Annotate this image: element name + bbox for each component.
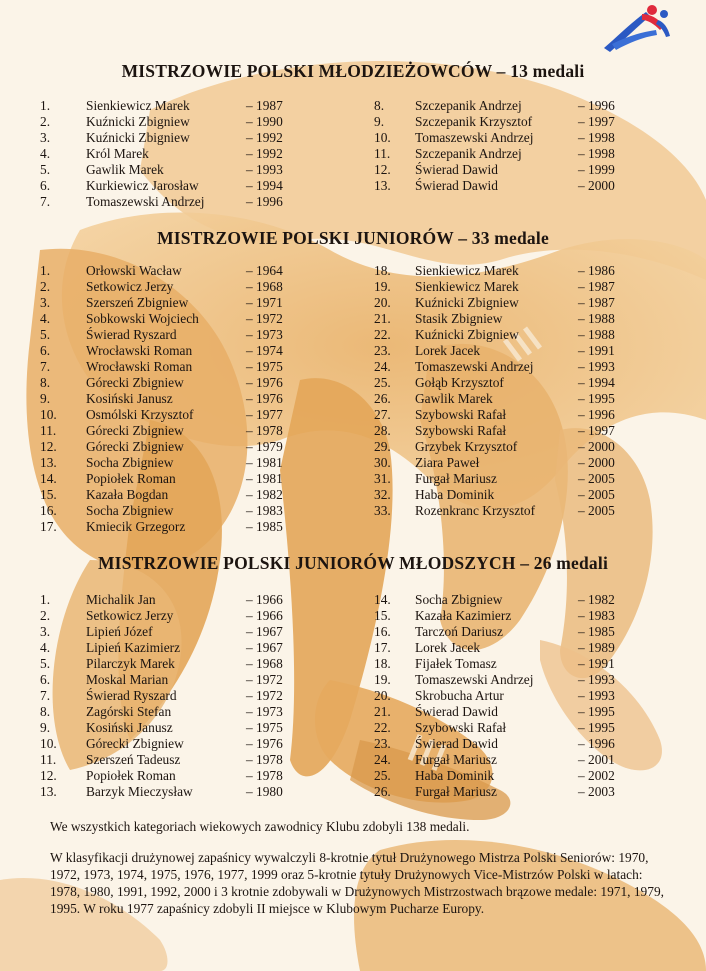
wrestlers-logo-icon bbox=[602, 0, 672, 52]
summary-text: We wszystkich kategoriach wiekowych zawodnicy Klubu zdobyli 138 medali. bbox=[50, 819, 470, 834]
section-title-juniorzy-mlodsi: MISTRZOWIE POLSKI JUNIORÓW MŁODSZYCH – 26 medali bbox=[97, 553, 609, 573]
section-title-juniorzy: MISTRZOWIE POLSKI JUNIORÓW – 33 medale bbox=[157, 228, 549, 248]
section-title-mlodziezowcy: MISTRZOWIE POLSKI MŁODZIEŻOWCÓW – 13 medali bbox=[121, 61, 585, 81]
team-results-paragraph: W klasyfikacji drużynowej zapaśnicy wywalczyli 8-krotnie tytuł Drużynowego Mistrza Polski Seniorów: 1970, 1972, 1973, 1974, 1975, 1976, 1977, 1999 oraz 5-krotnie tytuły Drużynowych Vice-Mistrzów Polski w latach: 1978, 1980, 1991, 1992, 2000 i 3 krotnie zdobywali w Drużynowych Mistrzostwach brązowe medale: 1971, 1979, 1995. W roku 1977 zapaśnicy zdobyli II miejsce w Klubowym Pucharze Europy. bbox=[50, 850, 664, 916]
medal-list-document: MISTRZOWIE POLSKI MŁODZIEŻOWCÓW – 13 medali 1. Sienkiewicz Marek – 1987 2. Kuźnicki Zbigniew – 1990 3. Kuźnicki Zbigniew – 1992 4. Król Marek – 1992 5. Gawlik Marek – 1993 6. Kurkiewicz Jarosław – 1994 7. Tomaszewski Andrzej – 1996 8. Szczepanik Andrzej – 1996 9. Szczepanik Krzysztof – 1997 10. Tomaszewski Andrzej – 1998 11. Szczepanik Andrzej – 1998 12. Świerad Dawid – 1999 13. Świerad Dawid – 2000 MISTRZOWIE POLSKI JUNIORÓW – 33 medale 1. Orłowski Wacław – 1964 2. Setkowicz Jerzy – 1968 3. Szerszeń Zbigniew – 1971 4. Sobkowski Wojciech – 1972 5. Świerad Ryszard – 1973 6. Wrocławski Roman – 1974 7. Wrocławski Roman – 1975 8. Górecki Zbigniew – 1976 9. Kosiński Janusz – 1976 10. Osmólski Krzysztof – 1977 11. Górecki Zbigniew – 1978 12. Górecki Zbigniew – 1979 13. Socha Zbigniew – 1981 14. Popiołek Roman – 1981 15. Kazała Bogdan – 1982 16. Socha Zbigniew – 1983 17. Kmiecik Grzegorz – 1985 18. Sienkiewicz Marek – 1986 19. Sienkiewicz Marek – 1987 20. Kuźnicki Zbigniew – 1987 21. Stasik Zbigniew – 1988 22. Kuźnicki Zbigniew – 1988 23. Lorek Jacek – 1991 24. Tomaszewski Andrzej – 1993 25. Gołąb Krzysztof – 1994 26. Gawlik Marek – 1995 27. Szybowski Rafał – 1996 28. Szybowski Rafał – 1997 29. Grzybek Krzysztof – 2000 30. Ziara Paweł – 2000 31. Furgał Mariusz – 2005 32. Haba Dominik – 2005 33. Rozenkranc Krzysztof – 2005 MISTRZOWIE POLSKI JUNIORÓW MŁODSZYCH – 26 medali 1. Michalik Jan – 1966 2. Setkowicz Jerzy – 1966 3. Lipień Józef – 1967 4. Lipień Kazimierz – 1967 5. Pilarczyk Marek – 1968 6. Moskal Marian – 1972 7. Świerad Ryszard – 1972 8. Zagórski Stefan – 1973 9. Kosiński Janusz – 1975 10. Górecki Zbigniew – 1976 11. Szerszeń Tadeusz – 1978 12. Popiołek Roman – 1978 13. Barzyk Mieczysław – 1980 14. Socha Zbigniew – 1982 15. Kazała Kazimierz – 1983 16. Tarczoń Dariusz – 1985 17. Lorek Jacek – 1989 18. Fijałek Tomasz – 1991 19. Tomaszewski Andrzej – 1993 20. Skrobucha Artur – 1993 21. Świerad Dawid – 1995 22. Szybowski Rafał – 1995 23. Świerad Dawid – 1996 24. Furgał Mariusz – 2001 25. Haba Dominik – 2002 26. Furgał Mariusz – 2003 We wszystkich kategoriach wiekowych zawodnicy Klubu zdobyli 138 medali. W klasyfikacji drużynowej zapaśnicy wywalczyli 8-krotnie tytuł Drużynowego Mistrza Polski Seniorów: 1970, 1972, 1973, 1974, 1975, 1976, 1977, 1999 oraz 5-krotnie tytuły Drużynowych Vice-Mistrzów Polski w latach: 1978, 1980, 1991, 1992, 2000 i 3 krotnie zdobywali w Drużynowych Mistrzostwach brązowe medale: 1971, 1979, 1995. W roku 1977 zapaśnicy zdobyli II miejsce w Klubowym Pucharze Europy. bbox=[0, 0, 706, 971]
